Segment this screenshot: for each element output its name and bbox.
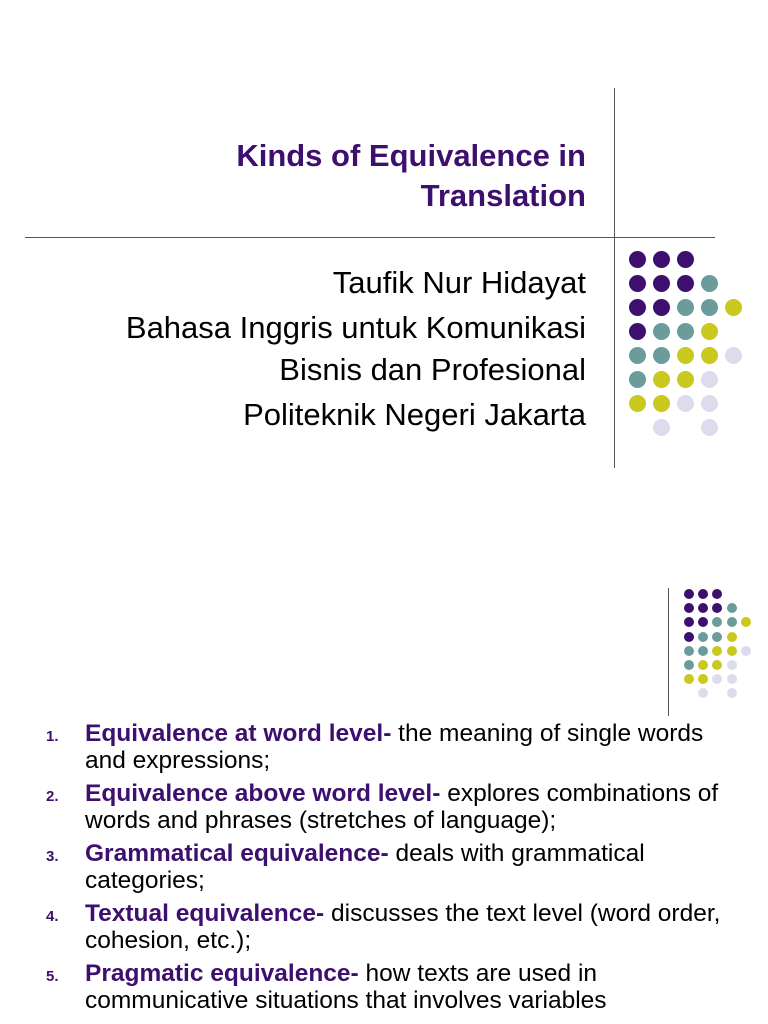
decorative-dot — [684, 589, 694, 599]
decorative-dot — [677, 275, 694, 292]
decorative-dot — [701, 371, 718, 388]
decorative-dot — [629, 347, 646, 364]
program-line-2: Bisnis dan Profesional — [279, 352, 586, 387]
decorative-dot — [727, 617, 737, 627]
decorative-dot — [629, 275, 646, 292]
decorative-dot — [725, 347, 742, 364]
decorative-dot — [653, 323, 670, 340]
item-number: 2. — [46, 788, 59, 805]
decorative-dot — [725, 299, 742, 316]
list-item — [40, 780, 740, 834]
decorative-dot — [698, 617, 708, 627]
decorative-dot — [712, 660, 722, 670]
decorative-dot — [712, 603, 722, 613]
decorative-dot — [653, 299, 670, 316]
item-term: Pragmatic equivalence- — [85, 960, 359, 987]
vertical-rule — [668, 588, 669, 716]
decorative-dot — [653, 275, 670, 292]
decorative-dot — [698, 660, 708, 670]
list-item — [40, 720, 740, 774]
decorative-dot — [684, 603, 694, 613]
item-number: 1. — [46, 728, 59, 745]
decorative-dot — [727, 674, 737, 684]
decorative-dot — [653, 395, 670, 412]
program-line-1: Bahasa Inggris untuk Komunikasi — [125, 310, 586, 345]
item-description: deals with grammatical categories; — [85, 840, 645, 894]
decorative-dot — [677, 299, 694, 316]
institution-name: Politeknik Negeri Jakarta — [243, 397, 586, 432]
decorative-dot — [712, 589, 722, 599]
slide-title — [66, 136, 586, 216]
list-item — [40, 840, 740, 894]
decorative-dot — [701, 395, 718, 412]
decorative-dot — [629, 371, 646, 388]
decorative-dot — [677, 251, 694, 268]
decorative-dot — [653, 347, 670, 364]
decorative-dot — [684, 632, 694, 642]
author-name: Taufik Nur Hidayat — [332, 265, 586, 300]
decorative-dot — [701, 419, 718, 436]
equivalence-list — [40, 720, 740, 1020]
item-term: Grammatical equivalence- — [85, 840, 389, 867]
decorative-dot — [727, 646, 737, 656]
decorative-dot — [684, 674, 694, 684]
decorative-dot — [653, 419, 670, 436]
decorative-dot — [701, 323, 718, 340]
decorative-dot — [698, 603, 708, 613]
decorative-dot — [701, 347, 718, 364]
decorative-dot — [741, 646, 751, 656]
decorative-dot — [653, 251, 670, 268]
decorative-dot — [629, 323, 646, 340]
decorative-dot — [727, 603, 737, 613]
item-description: the meaning of single words and expressions; — [85, 720, 704, 774]
list-item — [40, 960, 740, 1014]
decorative-dot — [698, 632, 708, 642]
item-term: Textual equivalence- — [85, 900, 325, 927]
title-line-2: Translation — [420, 178, 586, 213]
horizontal-rule — [25, 237, 715, 238]
item-description: explores combinations of words and phrases (stretches of language); — [85, 780, 719, 834]
decorative-dot — [677, 371, 694, 388]
decorative-dot — [629, 251, 646, 268]
item-description: how texts are used in communicative situations that involves variables — [85, 960, 607, 1014]
decorative-dot — [629, 299, 646, 316]
decorative-dot — [698, 674, 708, 684]
slide-subtitle — [26, 262, 586, 439]
decorative-dot — [712, 646, 722, 656]
decorative-dot — [698, 646, 708, 656]
decorative-dot — [712, 674, 722, 684]
decorative-dot — [727, 660, 737, 670]
item-term: Equivalence at word level- — [85, 720, 392, 747]
item-description: discusses the text level (word order, cohesion, etc.); — [85, 900, 721, 954]
decorative-dot — [677, 395, 694, 412]
decorative-dot — [629, 395, 646, 412]
decorative-dot — [701, 299, 718, 316]
item-number: 5. — [46, 968, 59, 985]
list-item — [40, 900, 740, 954]
content-slide — [0, 560, 768, 1024]
decorative-dot — [653, 371, 670, 388]
item-number: 3. — [46, 848, 59, 865]
title-line-1: Kinds of Equivalence in — [236, 138, 586, 173]
decorative-dot — [741, 617, 751, 627]
decorative-dot — [698, 688, 708, 698]
vertical-rule — [614, 88, 615, 468]
decorative-dot — [701, 275, 718, 292]
decorative-dot — [727, 688, 737, 698]
decorative-dot — [684, 617, 694, 627]
decorative-dot — [677, 323, 694, 340]
decorative-dot — [712, 617, 722, 627]
decorative-dot — [698, 589, 708, 599]
decorative-dot — [712, 632, 722, 642]
decorative-dot — [677, 347, 694, 364]
decorative-dot — [684, 660, 694, 670]
item-term: Equivalence above word level- — [85, 780, 441, 807]
decorative-dot — [684, 646, 694, 656]
item-number: 4. — [46, 908, 59, 925]
decorative-dot — [727, 632, 737, 642]
